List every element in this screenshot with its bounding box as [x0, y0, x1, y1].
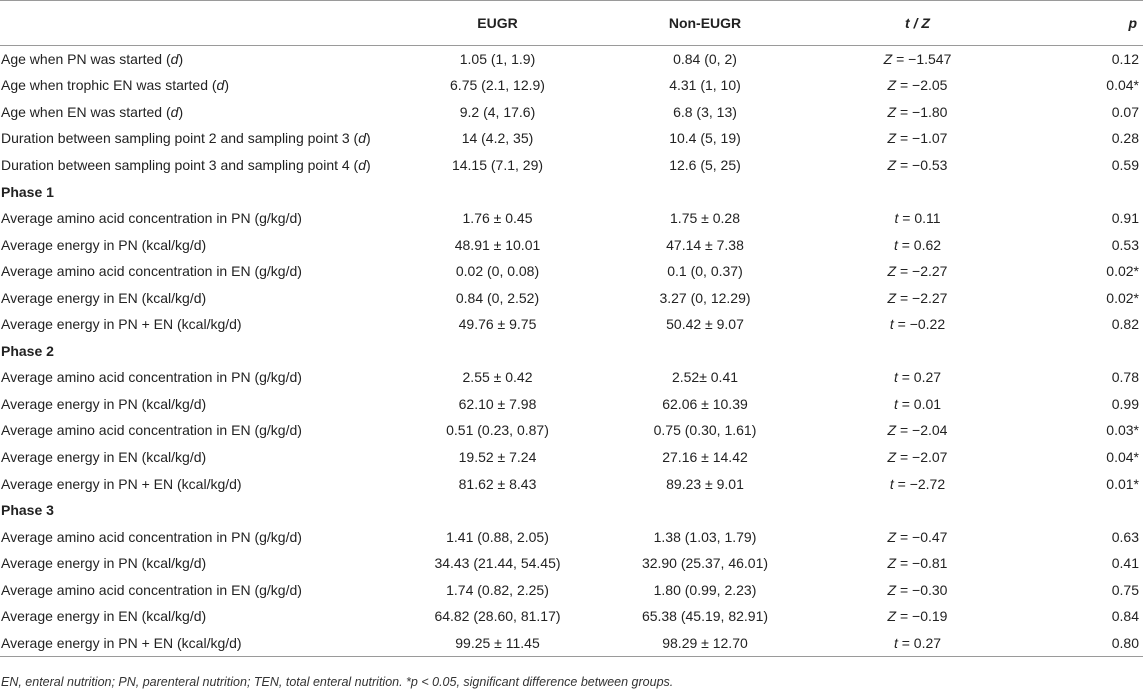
- eugr-value: 6.75 (2.1, 12.9): [450, 77, 545, 94]
- stat-value: t = 0.01: [893, 395, 942, 412]
- section-label: Phase 2: [1, 342, 54, 359]
- unit-label: d: [358, 130, 367, 147]
- eugr-value: 9.2 (4, 17.6): [459, 103, 536, 120]
- row-label: Duration between sampling point 2 and sampling point 3 (d): [1, 130, 371, 147]
- empty-cell: [1025, 178, 1143, 205]
- p-value: 0.01*: [1106, 475, 1139, 492]
- table-row: [0, 99, 1143, 126]
- empty-cell: [600, 178, 810, 205]
- non-eugr-value: 50.42 ± 9.07: [666, 316, 744, 333]
- unit-label: d: [358, 156, 367, 173]
- stat-value: Z = −0.81: [887, 555, 948, 572]
- non-eugr-value: 12.6 (5, 25): [669, 156, 741, 173]
- eugr-value: 1.41 (0.88, 2.05): [446, 528, 549, 545]
- row-label: Average energy in PN + EN (kcal/kg/d): [1, 475, 242, 492]
- non-eugr-value: 65.38 (45.19, 82.91): [641, 608, 769, 625]
- p-value: 0.63: [1111, 528, 1139, 545]
- table-row: [0, 258, 1143, 285]
- p-value: 0.91: [1111, 210, 1139, 227]
- row-label: Average energy in PN (kcal/kg/d): [1, 555, 207, 572]
- row-label: Average energy in PN + EN (kcal/kg/d): [1, 316, 242, 333]
- row-label: Age when PN was started (d): [1, 51, 184, 68]
- p-value: 0.84: [1111, 608, 1139, 625]
- empty-cell: [810, 338, 1025, 365]
- non-eugr-value: 62.06 ± 10.39: [662, 395, 748, 412]
- p-value: 0.78: [1111, 369, 1139, 386]
- section-label: Phase 1: [1, 183, 54, 200]
- stat-value: Z = −2.07: [887, 448, 948, 465]
- non-eugr-value: 3.27 (0, 12.29): [659, 289, 751, 306]
- row-label: Average energy in PN (kcal/kg/d): [1, 395, 207, 412]
- non-eugr-value: 0.84 (0, 2): [673, 51, 737, 68]
- stat-value: Z = −2.05: [887, 77, 948, 94]
- table-row: [0, 205, 1143, 232]
- empty-cell: [810, 497, 1025, 524]
- stat-value: Z = −0.53: [887, 156, 948, 173]
- non-eugr-value: 89.23 ± 9.01: [666, 475, 744, 492]
- table-row: [0, 231, 1143, 258]
- stat-value: Z = −2.27: [887, 289, 948, 306]
- non-eugr-value: 0.1 (0, 0.37): [667, 263, 743, 280]
- p-value: 0.02*: [1106, 289, 1139, 306]
- header-label: [0, 1, 395, 46]
- empty-cell: [1025, 497, 1143, 524]
- p-value: 0.07: [1111, 103, 1139, 120]
- eugr-value: 0.84 (0, 2.52): [455, 289, 540, 306]
- table-row: [0, 152, 1143, 179]
- header-non-eugr: Non-EUGR: [600, 1, 810, 46]
- p-value: 0.99: [1111, 395, 1139, 412]
- p-value: 0.82: [1111, 316, 1139, 333]
- row-label: Average amino acid concentration in PN (g/kg/d): [1, 528, 302, 545]
- empty-cell: [600, 497, 810, 524]
- header-p: p: [1025, 1, 1143, 46]
- table-row: [0, 444, 1143, 471]
- stat-value: t = 0.27: [810, 630, 1025, 657]
- row-label: Average amino acid concentration in EN (g/kg/d): [1, 422, 302, 439]
- non-eugr-value: 98.29 ± 12.70: [600, 630, 810, 657]
- stat-value: Z = −0.19: [887, 608, 948, 625]
- stat-value: Z = −0.30: [887, 581, 948, 598]
- stat-value: Z = −1.80: [887, 103, 948, 120]
- row-label: Average amino acid concentration in EN (g/kg/d): [1, 581, 302, 598]
- row-label: Average amino acid concentration in PN (g/kg/d): [1, 210, 302, 227]
- eugr-value: 48.91 ± 10.01: [454, 236, 541, 253]
- stat-value: t = 0.11: [894, 210, 941, 227]
- table-row: [0, 72, 1143, 99]
- eugr-value: 2.55 ± 0.42: [462, 369, 533, 386]
- eugr-value: 0.02 (0, 0.08): [455, 263, 540, 280]
- table-row: [0, 391, 1143, 418]
- stat-value: Z = −2.27: [887, 263, 948, 280]
- empty-cell: [395, 497, 600, 524]
- non-eugr-value: 27.16 ± 14.42: [662, 448, 748, 465]
- stat-value: Z = −1.547: [883, 51, 952, 68]
- p-value: 0.28: [1111, 130, 1139, 147]
- eugr-value: 0.51 (0.23, 0.87): [446, 422, 549, 439]
- row-label: Average amino acid concentration in PN (g/kg/d): [1, 369, 302, 386]
- section-label: Phase 3: [1, 502, 54, 519]
- header-stat: t / Z: [810, 1, 1025, 46]
- row-label: Average energy in EN (kcal/kg/d): [1, 289, 207, 306]
- row-label: Average energy in PN + EN (kcal/kg/d): [0, 630, 395, 657]
- p-value: 0.80: [1025, 630, 1143, 657]
- header-eugr: EUGR: [395, 1, 600, 46]
- empty-cell: [810, 178, 1025, 205]
- table-row: [0, 550, 1143, 577]
- eugr-value: 14 (4.2, 35): [461, 130, 534, 147]
- stat-value: t = −0.22: [889, 316, 946, 333]
- non-eugr-value: 32.90 (25.37, 46.01): [641, 555, 769, 572]
- table-row: [0, 576, 1143, 603]
- table-row: [0, 603, 1143, 630]
- eugr-value: 64.82 (28.60, 81.17): [434, 608, 561, 625]
- eugr-value: 14.15 (7.1, 29): [451, 156, 544, 173]
- row-label: Age when trophic EN was started (d): [1, 77, 230, 94]
- stat-value: Z = −1.07: [887, 130, 948, 147]
- row-label: Average energy in PN (kcal/kg/d): [1, 236, 207, 253]
- eugr-value: 1.05 (1, 1.9): [459, 51, 536, 68]
- non-eugr-value: 6.8 (3, 13): [673, 103, 737, 120]
- table-body: [0, 46, 1143, 657]
- table-row: [0, 311, 1143, 338]
- table-row: [0, 470, 1143, 497]
- table-row: [0, 364, 1143, 391]
- stat-value: Z = −0.47: [887, 528, 948, 545]
- stat-value: Z = −2.04: [887, 422, 948, 439]
- eugr-value: 49.76 ± 9.75: [458, 316, 537, 333]
- empty-cell: [600, 338, 810, 365]
- table-row: [0, 125, 1143, 152]
- non-eugr-value: 47.14 ± 7.38: [666, 236, 744, 253]
- empty-cell: [395, 178, 600, 205]
- unit-label: d: [170, 103, 179, 120]
- non-eugr-value: 2.52± 0.41: [671, 369, 739, 386]
- empty-cell: [1025, 338, 1143, 365]
- unit-label: d: [170, 51, 179, 68]
- stat-value: t = −2.72: [889, 475, 946, 492]
- p-value: 0.02*: [1106, 263, 1139, 280]
- non-eugr-value: 0.75 (0.30, 1.61): [653, 422, 757, 439]
- stat-value: t = 0.62: [893, 236, 942, 253]
- non-eugr-value: 1.75 ± 0.28: [670, 210, 740, 227]
- p-value: 0.12: [1111, 51, 1139, 68]
- p-value: 0.75: [1111, 581, 1139, 598]
- row-label: Age when EN was started (d): [1, 103, 184, 120]
- eugr-value: 62.10 ± 7.98: [458, 395, 537, 412]
- unit-label: d: [216, 77, 225, 94]
- p-value: 0.53: [1111, 236, 1139, 253]
- row-label: Average amino acid concentration in EN (g/kg/d): [1, 263, 302, 280]
- eugr-value: 1.76 ± 0.45: [462, 210, 533, 227]
- section-row: [0, 338, 1143, 365]
- table-footnote: EN, enteral nutrition; PN, parenteral nutrition; TEN, total enteral nutrition. *p < 0.05, significant difference between groups.: [1, 675, 674, 689]
- p-value: 0.59: [1111, 156, 1139, 173]
- eugr-value: 34.43 (21.44, 54.45): [434, 555, 561, 572]
- table-row: [0, 417, 1143, 444]
- p-value: 0.03*: [1106, 422, 1139, 439]
- section-row: [0, 497, 1143, 524]
- eugr-value: 99.25 ± 11.45: [395, 630, 600, 657]
- row-label: Average energy in EN (kcal/kg/d): [1, 448, 207, 465]
- empty-cell: [395, 338, 600, 365]
- row-label: Duration between sampling point 3 and sampling point 4 (d): [1, 156, 371, 173]
- table-row: [0, 630, 1143, 657]
- eugr-value: 81.62 ± 8.43: [458, 475, 537, 492]
- row-label: Average energy in EN (kcal/kg/d): [1, 608, 207, 625]
- non-eugr-value: 10.4 (5, 19): [669, 130, 741, 147]
- section-row: [0, 178, 1143, 205]
- eugr-value: 19.52 ± 7.24: [458, 448, 537, 465]
- eugr-value: 1.74 (0.82, 2.25): [446, 581, 549, 598]
- non-eugr-value: 4.31 (1, 10): [669, 77, 741, 94]
- table-row: [0, 523, 1143, 550]
- table-row: [0, 46, 1143, 73]
- p-value: 0.41: [1111, 555, 1139, 572]
- p-value: 0.04*: [1106, 448, 1139, 465]
- table-row: [0, 284, 1143, 311]
- table-header: [0, 1, 1143, 46]
- p-value: 0.04*: [1106, 77, 1139, 94]
- non-eugr-value: 1.80 (0.99, 2.23): [653, 581, 757, 598]
- stat-value: t = 0.27: [893, 369, 942, 386]
- non-eugr-value: 1.38 (1.03, 1.79): [653, 528, 757, 545]
